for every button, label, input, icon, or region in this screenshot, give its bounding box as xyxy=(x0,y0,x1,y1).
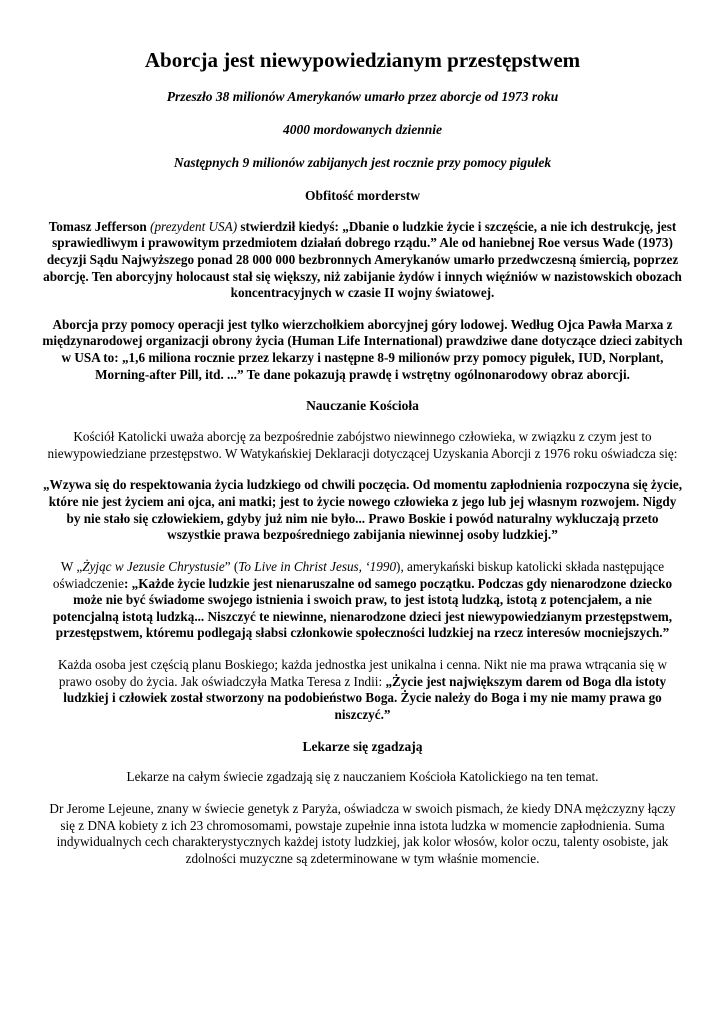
bishops-book-english: To Live in Christ Jesus, ‘1990 xyxy=(238,558,397,574)
document-title: Aborcja jest niewypowiedzianym przestępstwem xyxy=(144,48,581,72)
section-heading-church: Nauczanie Kościoła xyxy=(306,398,419,414)
paragraph-vatican-quote: „Wzywa się do respektowania życia ludzkiego od chwili poczęcia. Od momentu zapłodnienia rozpoczyna się życie, które nie jest życiem ani ojca, ani matki; jest to życie nowego człowieka z jego lub jej własnym rozwojem. Nigdy by nie stało się człowiekiem, gdyby już nim nie było... Prawo Boskie i powód naturalny wykluczają przeto wszystkie prawa bezpośredniego zabijania niewinnej osoby ludzkiej.” xyxy=(42,477,683,543)
section-heading-doctors: Lekarze się zgadzają xyxy=(302,738,423,754)
teresa-text: Każda osoba jest częścią planu Boskiego; każda jednostka jest unikalna i cenna. Nikt nie ma prawa wtrącania się w prawo osoby do życia. Jak oświadczyła Matka Teresa z Indii: xyxy=(58,657,667,689)
bishops-text-c: ” ( xyxy=(224,558,239,574)
bishops-quote: : „Każde życie ludzkie jest nienaruszalne od samego początku. Podczas gdy nienarodzone dziecko może nie być świadome swojego istnienia i swoich praw, to jest istotą ludzką, istotą z potencjałem, a nie potencjalną istotą ludzką... Niszczyć te niewinne, nienarodzone dzieci jest niewypowiedzianym przestępstwem, przestępstwem, któremu podlegają słabsi członkowie społeczności ludzkiej na rzecz interesów mocniejszych.” xyxy=(52,575,673,641)
paragraph-bishops xyxy=(42,559,683,642)
bishops-text-a: W „ xyxy=(60,558,83,574)
paragraph-teresa xyxy=(42,657,683,724)
paragraph-iceberg: Aborcja przy pomocy operacji jest tylko wierzchołkiem aborcyjnej góry lodowej. Według Ojca Pawła Marxa z międzynarodowej organizacji obrony życia (Human Life International) prawdziwe dane dotyczące dzieci zabitych w USA to: „1,6 miliona rocznie przez lekarzy i następne 8-9 milionów przy pomocy pigułek, IUD, Norplant, Morning-after Pill, itd. ...” Te dane pokazują prawdę i wstrętny ogólnonarodowy obraz aborcji. xyxy=(42,316,683,382)
teresa-quote: „Życie jest największym darem od Boga dla istoty ludzkiej i człowiek został stworzony na podobieństwo Boga. Życie należy do Boga i my nie mamy prawa go niszczyć.” xyxy=(63,673,667,722)
subtitle-1: Przeszło 38 milionów Amerykanów umarło przez aborcje od 1973 roku xyxy=(166,89,559,105)
bishops-text-e: ), amerykański biskup katolicki składa następujące oświadczenie xyxy=(52,558,665,591)
subtitle-3: Następnych 9 milionów zabijanych jest rocznie przy pomocy pigułek xyxy=(173,154,552,170)
subtitle-2: 4000 mordowanych dziennie xyxy=(282,122,442,138)
jefferson-role: (prezydent USA) xyxy=(150,218,238,234)
paragraph-lejeune: Dr Jerome Lejeune, znany w świecie genetyk z Paryża, oświadcza w swoich pismach, że kiedy DNA mężczyzny łączy się z DNA kobiety z ich 23 chromosomami, powstaje zupełnie inna istota ludzka w momencie zapłodnienia. Suma indywidualnych cech charakterystycznych każdej istoty ludzkiej, jak kolor włosów, kolor oczu, talenty osobiste, jak zdolności muzyczne są zdeterminowane w tym właśnie momencie. xyxy=(49,801,676,866)
paragraph-jefferson xyxy=(42,219,683,302)
section-heading-murders: Obfitość morderstw xyxy=(304,187,421,203)
paragraph-church-intro: Kościół Katolicki uważa aborcję za bezpośrednie zabójstwo niewinnego człowieka, w związku z czym jest to niewypowiedziane przestępstwo. W Watykańskiej Deklaracji dotyczącej Uzyskania Aborcji z 1976 roku oświadcza się: xyxy=(47,429,678,461)
jefferson-text: stwierdził kiedyś: „Dbanie o ludzkie życie i szczęście, a nie ich destrukcję, jest sprawiedliwym i prawowitym przedmiotem działań dobrego rządu.” Ale od haniebnej Roe versus Wade (1973) decyzji Sądu Najwyższego ponad 28 000 000 bezbronnych Amerykanów umarło przedwczesną śmiercią, poprzez aborcję. Ten aborcyjny holocaust stał się większy, niż zabijanie żydów i innych więźniów w nazistowskich obozach koncentracyjnych w czasie II wojny światowej. xyxy=(43,218,682,301)
bishops-book-title: Żyjąc w Jezusie Chrystusie xyxy=(82,558,225,574)
paragraph-doctors-agree: Lekarze na całym świecie zgadzają się z nauczaniem Kościoła Katolickiego na ten temat. xyxy=(126,769,599,785)
jefferson-name: Tomasz Jefferson xyxy=(48,218,151,234)
